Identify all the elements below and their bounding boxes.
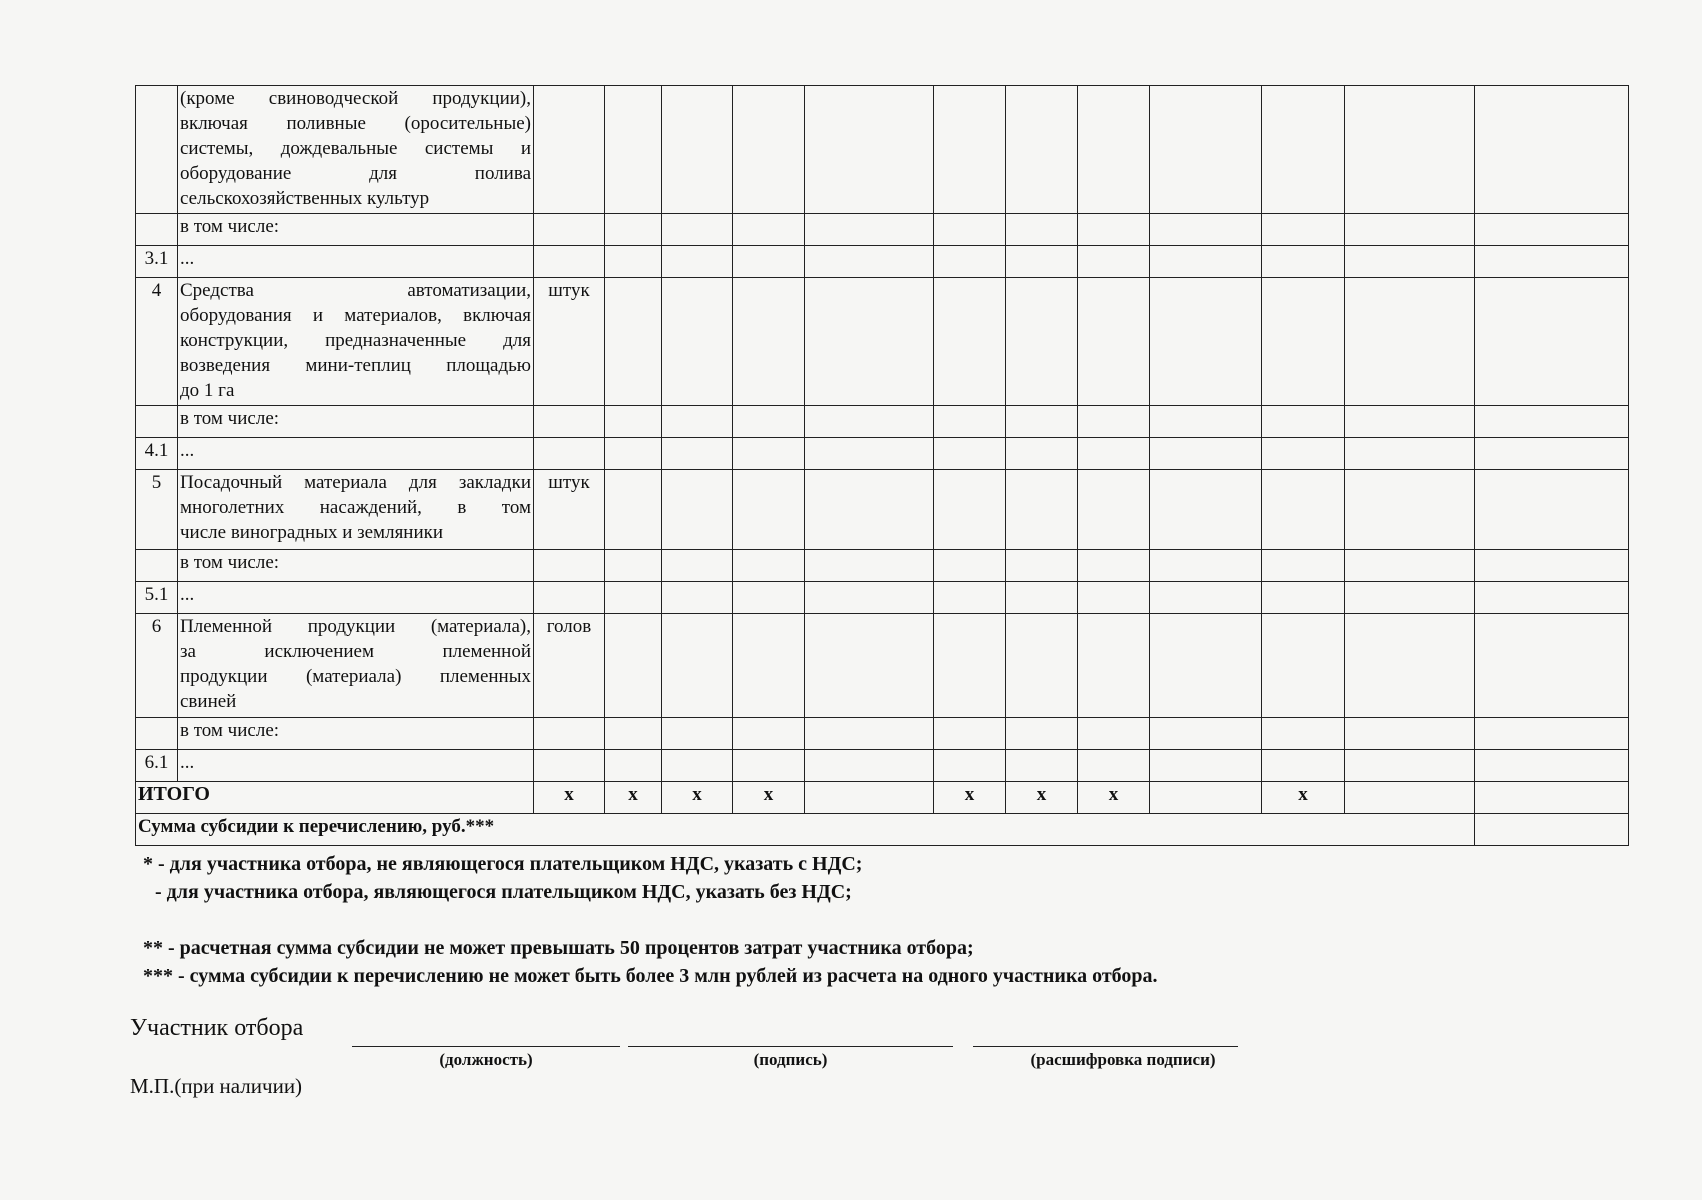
cell[interactable] xyxy=(1006,246,1078,278)
cell[interactable] xyxy=(934,86,1006,214)
caption-decode: (расшифровка подписи) xyxy=(1030,1050,1216,1069)
cell[interactable] xyxy=(805,246,934,278)
desc-line: Племенной продукции (материала), xyxy=(180,616,531,637)
cell[interactable] xyxy=(1150,614,1262,718)
cell[interactable] xyxy=(1006,614,1078,718)
row-description: ... xyxy=(178,750,534,782)
cell[interactable] xyxy=(662,470,733,550)
participant-label: Участник отбора xyxy=(130,1015,304,1041)
cell[interactable] xyxy=(733,750,805,782)
cell[interactable] xyxy=(1262,470,1345,550)
cell[interactable] xyxy=(1078,582,1150,614)
cell[interactable] xyxy=(1345,246,1475,278)
cell[interactable] xyxy=(1078,246,1150,278)
cell-x-mark: х xyxy=(1006,782,1078,814)
row-subheading: в том числе: xyxy=(178,718,534,750)
cell[interactable] xyxy=(534,750,605,782)
cell[interactable] xyxy=(805,782,934,814)
cell[interactable] xyxy=(805,582,934,614)
cell[interactable] xyxy=(934,438,1006,470)
footnote-3: ** - расчетная сумма субсидии не может превышать 50 процентов затрат участника отбора; xyxy=(143,937,974,959)
cell[interactable] xyxy=(662,438,733,470)
cell[interactable] xyxy=(605,550,662,582)
cell[interactable] xyxy=(805,750,934,782)
table-row xyxy=(136,86,1629,214)
cell-unit[interactable] xyxy=(534,86,605,214)
cell[interactable] xyxy=(805,550,934,582)
desc-line: сельскохозяйственных культур xyxy=(180,188,430,209)
cell[interactable] xyxy=(1006,86,1078,214)
cell[interactable] xyxy=(805,214,934,246)
cell[interactable] xyxy=(1150,246,1262,278)
cell[interactable] xyxy=(605,470,662,550)
cell[interactable] xyxy=(1078,718,1150,750)
cell[interactable] xyxy=(605,750,662,782)
cell[interactable] xyxy=(934,550,1006,582)
cell[interactable] xyxy=(1345,438,1475,470)
cell[interactable] xyxy=(1150,782,1262,814)
cell-unit: штук xyxy=(534,278,605,406)
cell[interactable] xyxy=(1475,750,1629,782)
cell[interactable] xyxy=(1262,86,1345,214)
cell[interactable] xyxy=(662,550,733,582)
cell[interactable] xyxy=(1345,582,1475,614)
cell[interactable] xyxy=(1345,614,1475,718)
footnotes xyxy=(143,850,1158,990)
cell[interactable] xyxy=(1150,86,1262,214)
row-number xyxy=(136,406,178,438)
row-number xyxy=(136,86,178,214)
cell-x-mark: х xyxy=(534,782,605,814)
cell-unit: голов xyxy=(534,614,605,718)
cell[interactable] xyxy=(1475,782,1629,814)
cell[interactable] xyxy=(662,278,733,406)
cell[interactable] xyxy=(534,438,605,470)
cell[interactable] xyxy=(1006,470,1078,550)
desc-line: оборудования и материалов, включая xyxy=(180,305,531,326)
cell[interactable] xyxy=(534,214,605,246)
cell[interactable] xyxy=(605,86,662,214)
cell[interactable] xyxy=(1345,278,1475,406)
desc-line: продукции (материала) племенных xyxy=(180,666,531,687)
cell[interactable] xyxy=(1150,582,1262,614)
cell[interactable] xyxy=(1078,470,1150,550)
cell[interactable] xyxy=(805,86,934,214)
desc-line: до 1 га xyxy=(180,380,235,401)
subsidy-sum-value[interactable] xyxy=(1475,814,1629,846)
cell[interactable] xyxy=(1262,406,1345,438)
desc-line: включая поливные (оросительные) xyxy=(180,113,531,134)
row-description xyxy=(178,614,534,718)
row-number: 5.1 xyxy=(136,582,178,614)
cell[interactable] xyxy=(605,278,662,406)
cell[interactable] xyxy=(605,614,662,718)
cell[interactable] xyxy=(534,718,605,750)
cell[interactable] xyxy=(605,214,662,246)
cell[interactable] xyxy=(534,406,605,438)
desc-line: возведения мини-теплиц площадью xyxy=(180,355,531,376)
cell[interactable] xyxy=(1150,278,1262,406)
cell[interactable] xyxy=(1078,214,1150,246)
cell[interactable] xyxy=(1345,782,1475,814)
cell[interactable] xyxy=(1475,278,1629,406)
cell[interactable] xyxy=(733,614,805,718)
desc-line: оборудование для полива xyxy=(180,163,531,184)
cell[interactable] xyxy=(1345,718,1475,750)
cell[interactable] xyxy=(662,750,733,782)
total-row xyxy=(136,782,1629,814)
cell[interactable] xyxy=(1345,470,1475,550)
cell[interactable] xyxy=(733,406,805,438)
cell[interactable] xyxy=(534,582,605,614)
cell[interactable] xyxy=(1078,614,1150,718)
desc-line: многолетних насаждений, в том xyxy=(180,497,531,518)
subsidy-sum-row xyxy=(136,814,1629,846)
cell[interactable] xyxy=(733,86,805,214)
cell[interactable] xyxy=(1345,550,1475,582)
cell-x-mark: х xyxy=(662,782,733,814)
cell-unit: штук xyxy=(534,470,605,550)
cell[interactable] xyxy=(733,470,805,550)
cell[interactable] xyxy=(534,246,605,278)
cell[interactable] xyxy=(733,718,805,750)
cell[interactable] xyxy=(1150,550,1262,582)
cell[interactable] xyxy=(1078,278,1150,406)
cell[interactable] xyxy=(1475,86,1629,214)
cell[interactable] xyxy=(1262,582,1345,614)
desc-line: свиней xyxy=(180,691,237,712)
cell[interactable] xyxy=(805,438,934,470)
cell[interactable] xyxy=(805,278,934,406)
cell[interactable] xyxy=(1345,406,1475,438)
cell[interactable] xyxy=(1150,750,1262,782)
cell[interactable] xyxy=(1262,614,1345,718)
cell[interactable] xyxy=(1475,438,1629,470)
caption-signature: (подпись) xyxy=(753,1050,828,1069)
row-description xyxy=(178,278,534,406)
cell[interactable] xyxy=(934,750,1006,782)
cell[interactable] xyxy=(1262,246,1345,278)
desc-line: конструкции, предназначенные для xyxy=(180,330,531,351)
cell[interactable] xyxy=(1475,582,1629,614)
cell[interactable] xyxy=(1006,750,1078,782)
cell[interactable] xyxy=(1006,718,1078,750)
cell[interactable] xyxy=(733,214,805,246)
cell[interactable] xyxy=(662,86,733,214)
footnote-2: - для участника отбора, являющегося плательщиком НДС, указать без НДС; xyxy=(155,881,852,903)
row-subheading: в том числе: xyxy=(178,214,534,246)
cell[interactable] xyxy=(733,246,805,278)
table-row xyxy=(136,470,1629,550)
cell[interactable] xyxy=(605,406,662,438)
row-subheading: в том числе: xyxy=(178,406,534,438)
row-number xyxy=(136,718,178,750)
cell[interactable] xyxy=(1150,470,1262,550)
cell[interactable] xyxy=(733,582,805,614)
cell[interactable] xyxy=(1262,550,1345,582)
cell[interactable] xyxy=(1345,750,1475,782)
cell[interactable] xyxy=(534,550,605,582)
table-row xyxy=(136,550,1629,582)
caption-position: (должность) xyxy=(439,1050,533,1069)
signature-line[interactable] xyxy=(628,1046,953,1047)
row-number: 5 xyxy=(136,470,178,550)
cell[interactable] xyxy=(934,246,1006,278)
table-row xyxy=(136,614,1629,718)
footnote-4: *** - сумма субсидии к перечислению не может быть более 3 млн рублей из расчета на одного участника отбора. xyxy=(143,965,1158,987)
cell[interactable] xyxy=(805,614,934,718)
cell[interactable] xyxy=(934,406,1006,438)
cell[interactable] xyxy=(1262,278,1345,406)
row-number: 6.1 xyxy=(136,750,178,782)
cell[interactable] xyxy=(934,582,1006,614)
cell[interactable] xyxy=(1078,86,1150,214)
cell[interactable] xyxy=(1006,406,1078,438)
desc-line: числе виноградных и земляники xyxy=(180,522,444,543)
cell[interactable] xyxy=(1006,438,1078,470)
table-row xyxy=(136,406,1629,438)
cell[interactable] xyxy=(934,278,1006,406)
cell[interactable] xyxy=(662,582,733,614)
cell-x-mark: х xyxy=(605,782,662,814)
cell[interactable] xyxy=(1078,750,1150,782)
decode-line[interactable] xyxy=(973,1046,1238,1047)
cell[interactable] xyxy=(934,214,1006,246)
cell[interactable] xyxy=(1345,86,1475,214)
cell[interactable] xyxy=(1475,614,1629,718)
row-number: 4 xyxy=(136,278,178,406)
cell[interactable] xyxy=(805,406,934,438)
cell[interactable] xyxy=(733,438,805,470)
cell[interactable] xyxy=(1150,718,1262,750)
row-description: ... xyxy=(178,582,534,614)
cell[interactable] xyxy=(662,614,733,718)
cell[interactable] xyxy=(1078,550,1150,582)
cell[interactable] xyxy=(1006,550,1078,582)
cell[interactable] xyxy=(805,718,934,750)
table-row xyxy=(136,214,1629,246)
row-description xyxy=(178,86,534,214)
cell[interactable] xyxy=(605,582,662,614)
table-row xyxy=(136,750,1629,782)
cell[interactable] xyxy=(662,406,733,438)
table-row xyxy=(136,582,1629,614)
row-number: 4.1 xyxy=(136,438,178,470)
table-row xyxy=(136,278,1629,406)
cell[interactable] xyxy=(1150,438,1262,470)
row-number: 6 xyxy=(136,614,178,718)
table-row xyxy=(136,246,1629,278)
cell[interactable] xyxy=(1262,214,1345,246)
cell[interactable] xyxy=(1262,438,1345,470)
cell[interactable] xyxy=(1078,438,1150,470)
cell[interactable] xyxy=(1475,214,1629,246)
cell[interactable] xyxy=(1006,278,1078,406)
desc-line: за исключением племенной xyxy=(180,641,531,662)
total-label: ИТОГО xyxy=(136,782,534,814)
cell[interactable] xyxy=(934,614,1006,718)
subsidy-sum-label: Сумма субсидии к перечислению, руб.*** xyxy=(136,814,1475,846)
cell[interactable] xyxy=(1475,550,1629,582)
cell[interactable] xyxy=(662,246,733,278)
cell[interactable] xyxy=(1475,246,1629,278)
cell[interactable] xyxy=(1006,582,1078,614)
row-number: 3.1 xyxy=(136,246,178,278)
cell[interactable] xyxy=(1262,718,1345,750)
cell-x-mark: х xyxy=(1078,782,1150,814)
cell[interactable] xyxy=(1475,718,1629,750)
cell[interactable] xyxy=(1006,214,1078,246)
footnote-1: * - для участника отбора, не являющегося плательщиком НДС, указать с НДС; xyxy=(143,853,863,875)
desc-line: (кроме свиноводческой продукции), xyxy=(180,88,531,109)
cell[interactable] xyxy=(1078,406,1150,438)
table-row xyxy=(136,718,1629,750)
table-row xyxy=(136,438,1629,470)
row-description: ... xyxy=(178,438,534,470)
cell[interactable] xyxy=(1345,214,1475,246)
row-subheading: в том числе: xyxy=(178,550,534,582)
desc-line: Средства автоматизации, xyxy=(180,280,531,301)
cell[interactable] xyxy=(1475,406,1629,438)
cell[interactable] xyxy=(934,718,1006,750)
cell[interactable] xyxy=(1150,214,1262,246)
cell[interactable] xyxy=(733,550,805,582)
cell-x-mark: х xyxy=(733,782,805,814)
stamp-label: М.П.(при наличии) xyxy=(130,1074,303,1098)
cell[interactable] xyxy=(1150,406,1262,438)
desc-line: Посадочный материала для закладки xyxy=(180,472,531,493)
cell[interactable] xyxy=(934,470,1006,550)
cell-x-mark: х xyxy=(1262,782,1345,814)
row-description: ... xyxy=(178,246,534,278)
cell[interactable] xyxy=(605,438,662,470)
cell[interactable] xyxy=(1475,470,1629,550)
cell[interactable] xyxy=(1262,750,1345,782)
cell[interactable] xyxy=(662,214,733,246)
desc-line: системы, дождевальные системы и xyxy=(180,138,531,159)
row-number xyxy=(136,550,178,582)
row-description xyxy=(178,470,534,550)
position-line[interactable] xyxy=(352,1046,620,1047)
row-number xyxy=(136,214,178,246)
subsidy-table xyxy=(135,85,1629,846)
cell-x-mark: х xyxy=(934,782,1006,814)
cell[interactable] xyxy=(733,278,805,406)
cell[interactable] xyxy=(605,718,662,750)
cell[interactable] xyxy=(805,470,934,550)
cell[interactable] xyxy=(662,718,733,750)
cell[interactable] xyxy=(605,246,662,278)
